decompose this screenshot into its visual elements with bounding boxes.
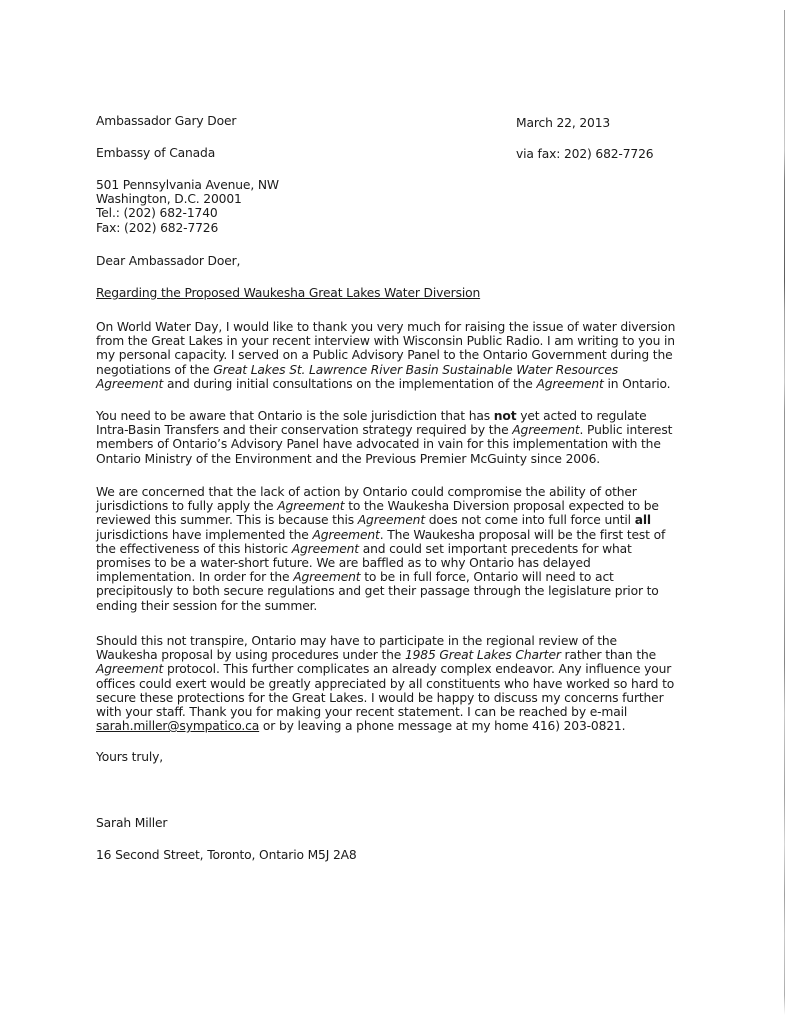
recipient-address-line2: Washington, D.C. 20001 [96,192,242,207]
paragraph-line: Agreement and during initial consultations on the implementation of the Agreement in Ontario. [96,376,671,391]
sender-address: 16 Second Street, Toronto, Ontario M5J 2A8 [96,848,357,862]
paragraph-line: On World Water Day, I would like to thank you very much for raising the issue of water diversion [96,320,676,334]
paragraph-line: negotiations of the Great Lakes St. Lawrence River Basin Sustainable Water Resources [96,362,618,377]
paragraph-line: Should this not transpire, Ontario may have to participate in the regional review of the [96,634,617,648]
closing: Yours truly, [96,750,164,764]
recipient-fax: Fax: (202) 682-7726 [96,220,219,235]
paragraph-line: Agreement protocol. This further complicates an already complex endeavor. Any influence your [96,662,672,677]
recipient-tel: Tel.: (202) 682-1740 [96,206,218,221]
paragraph-line: sarah.miller@sympatico.ca or by leaving a phone message at my home 416) 203-0821. [96,719,626,734]
body-paragraph-2 [96,409,673,466]
email-link[interactable]: sarah.miller@sympatico.ca [96,719,260,734]
paragraph-line: secure these protections for the Great Lakes. I would be happy to discuss my concerns further [96,690,664,705]
letter-date: March 22, 2013 [516,116,611,130]
paragraph-line: with your staff. Thank you for making your recent statement. I can be reached by e-mail [96,705,628,720]
paragraph-line: Ontario Ministry of the Environment and the Previous Premier McGuinty since 2006. [96,451,601,466]
paragraph-line: my personal capacity. I served on a Public Advisory Panel to the Ontario Government during the [96,348,673,363]
recipient-address-line1: 501 Pennsylvania Avenue, NW [96,178,279,192]
paragraph-line: Intra-Basin Transfers and their conservation strategy required by the Agreement. Public interest [96,423,673,438]
recipient-address-block [96,178,279,235]
paragraph-line: precipitously to both secure regulations and get their passage through the legislature prior to [96,584,659,599]
recipient-organization: Embassy of Canada [96,146,216,160]
body-paragraph-4 [96,634,675,734]
paragraph-line: the effectiveness of this historic Agreement and could set important precedents for what [96,541,632,556]
paragraph-line: jurisdictions to fully apply the Agreement to the Waukesha Diversion proposal expected to be [96,499,659,514]
paragraph-line: promises to be a water-short future. We are baffled as to why Ontario has delayed [96,556,591,571]
paragraph-line: members of Ontario’s Advisory Panel have advocated in vain for this implementation with the [96,437,661,452]
body-paragraph-3 [96,485,666,613]
paragraph-line: offices could exert would be greatly appreciated by all constituents who have worked so hard to [96,676,675,691]
signature-name: Sarah Miller [96,816,168,830]
recipient-name: Ambassador Gary Doer [96,114,237,128]
salutation: Dear Ambassador Doer, [96,254,241,268]
paragraph-line: Waukesha proposal by using procedures under the 1985 Great Lakes Charter rather than the [96,648,657,663]
paragraph-line: You need to be aware that Ontario is the sole jurisdiction that has not yet acted to regulate [96,409,647,423]
delivery-method: via fax: 202) 682-7726 [516,147,654,161]
subject-line: Regarding the Proposed Waukesha Great Lakes Water Diversion [96,286,481,300]
paragraph-line: We are concerned that the lack of action by Ontario could compromise the ability of other [96,485,637,499]
scan-edge-line [784,10,785,1015]
body-paragraph-1 [96,320,676,391]
paragraph-line: reviewed this summer. This is because this Agreement does not come into full force until all [96,513,651,528]
paragraph-line: implementation. In order for the Agreement to be in full force, Ontario will need to act [96,570,614,585]
paragraph-line: ending their session for the summer. [96,598,318,613]
paragraph-line: jurisdictions have implemented the Agreement. The Waukesha proposal will be the first test of [96,527,666,542]
paragraph-line: from the Great Lakes in your recent interview with Wisconsin Public Radio. I am writing to you in [96,334,675,349]
